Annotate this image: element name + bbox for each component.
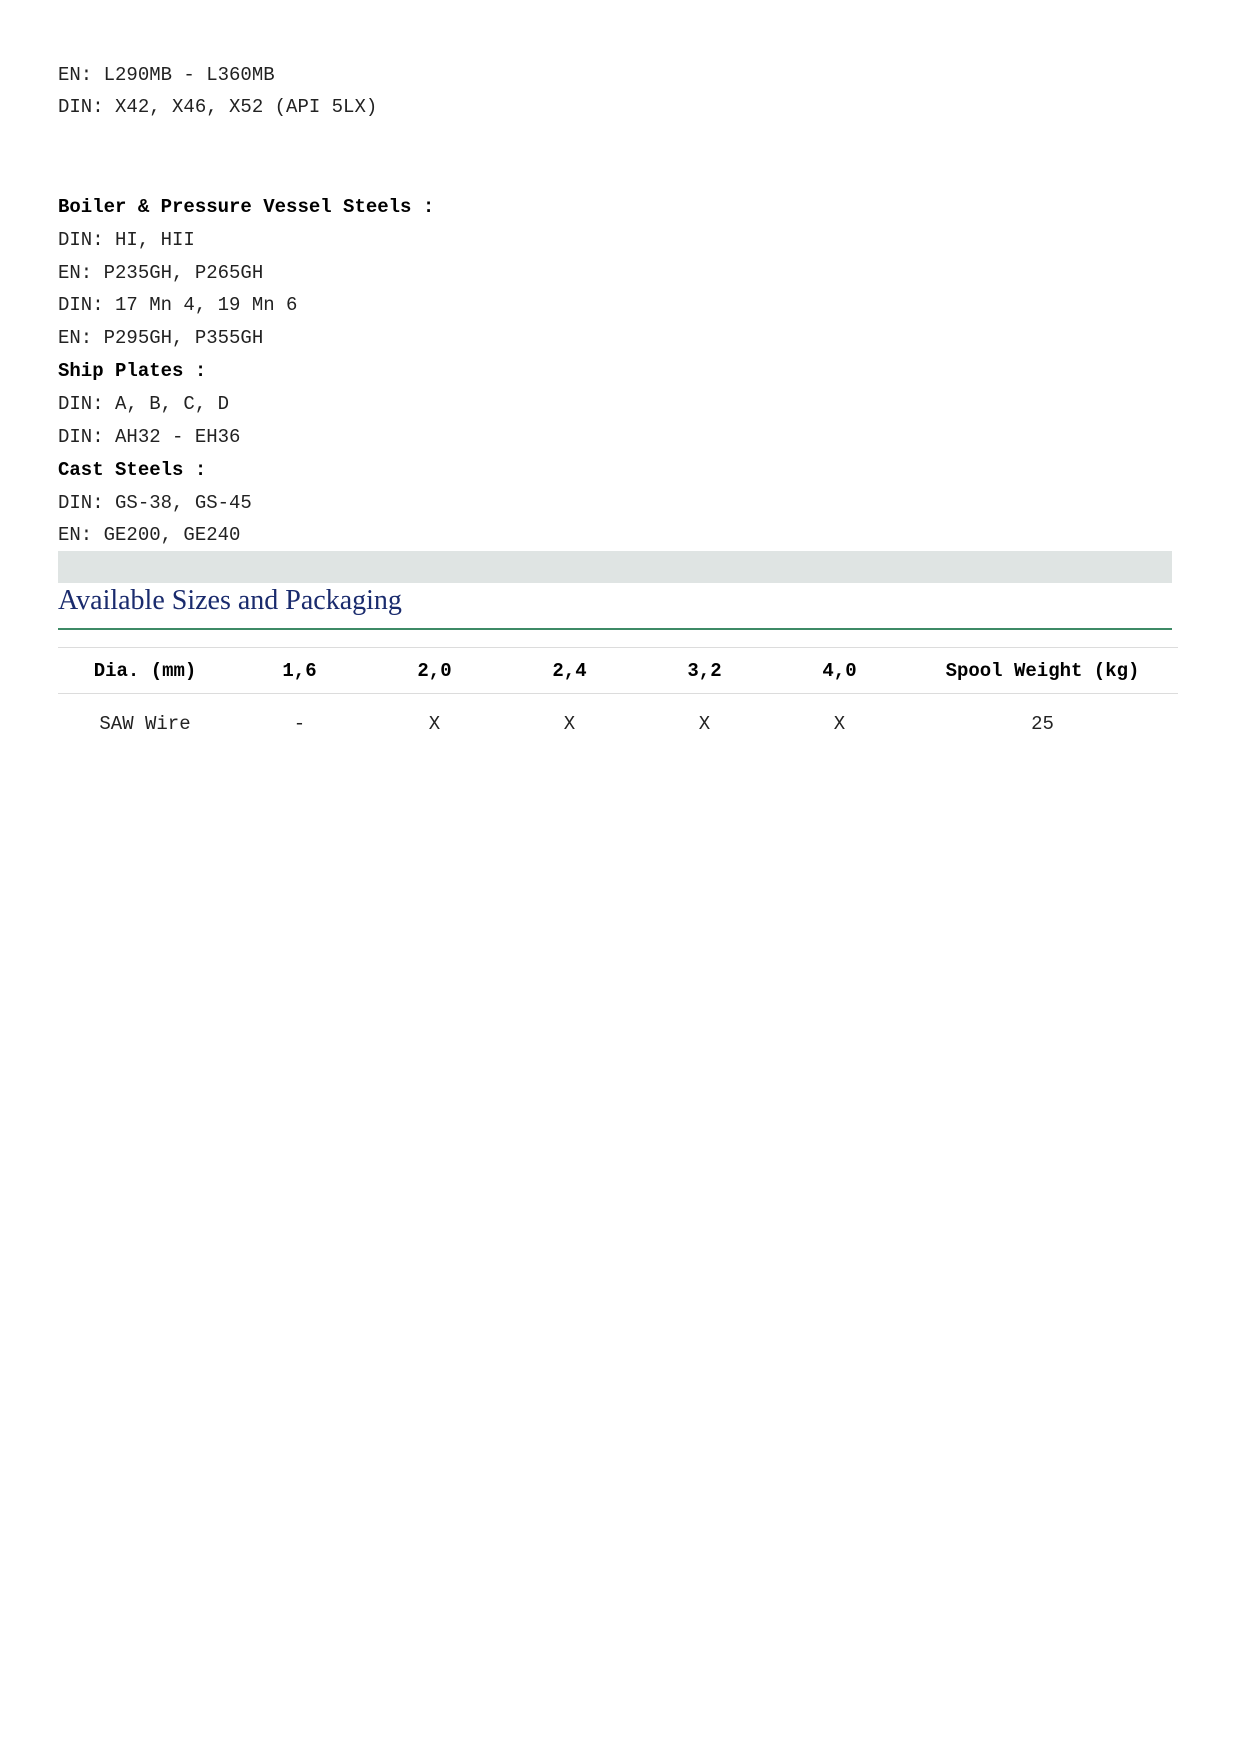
spec-line: DIN: 17 Mn 4, 19 Mn 6 — [58, 294, 298, 316]
column-header: 1,6 — [282, 659, 317, 682]
table-cell: - — [293, 712, 306, 735]
spec-line: EN: P295GH, P355GH — [58, 327, 264, 349]
table-cell: 25 — [1031, 712, 1054, 735]
table-header-row — [58, 648, 1178, 694]
table-row — [58, 694, 1178, 754]
table-cell: X — [563, 712, 576, 735]
section-divider — [58, 628, 1172, 630]
column-header: 2,0 — [417, 659, 452, 682]
spec-heading: Cast Steels : — [58, 459, 207, 481]
column-header: 2,4 — [552, 659, 587, 682]
spec-line: DIN: X42, X46, X52 (API 5LX) — [58, 96, 378, 118]
table-cell: X — [698, 712, 711, 735]
section-band — [58, 551, 1172, 583]
column-header: 4,0 — [822, 659, 857, 682]
table-cell: X — [833, 712, 846, 735]
spec-line: EN: P235GH, P265GH — [58, 262, 264, 284]
column-header: Spool Weight (kg) — [945, 659, 1140, 682]
section-title: Available Sizes and Packaging — [58, 585, 402, 616]
table-cell: SAW Wire — [99, 712, 191, 735]
spec-heading: Ship Plates : — [58, 360, 207, 382]
sizes-table — [58, 647, 1178, 754]
column-header: 3,2 — [687, 659, 722, 682]
column-header: Dia. (mm) — [93, 659, 197, 682]
spec-line: EN: GE200, GE240 — [58, 524, 241, 546]
spec-line: DIN: A, B, C, D — [58, 393, 230, 415]
table-cell: X — [428, 712, 441, 735]
spec-line: DIN: GS-38, GS-45 — [58, 492, 252, 514]
spec-line: EN: L290MB - L360MB — [58, 64, 275, 86]
spec-line: DIN: HI, HII — [58, 229, 195, 251]
spec-line: DIN: AH32 - EH36 — [58, 426, 241, 448]
spec-heading: Boiler & Pressure Vessel Steels : — [58, 196, 435, 218]
